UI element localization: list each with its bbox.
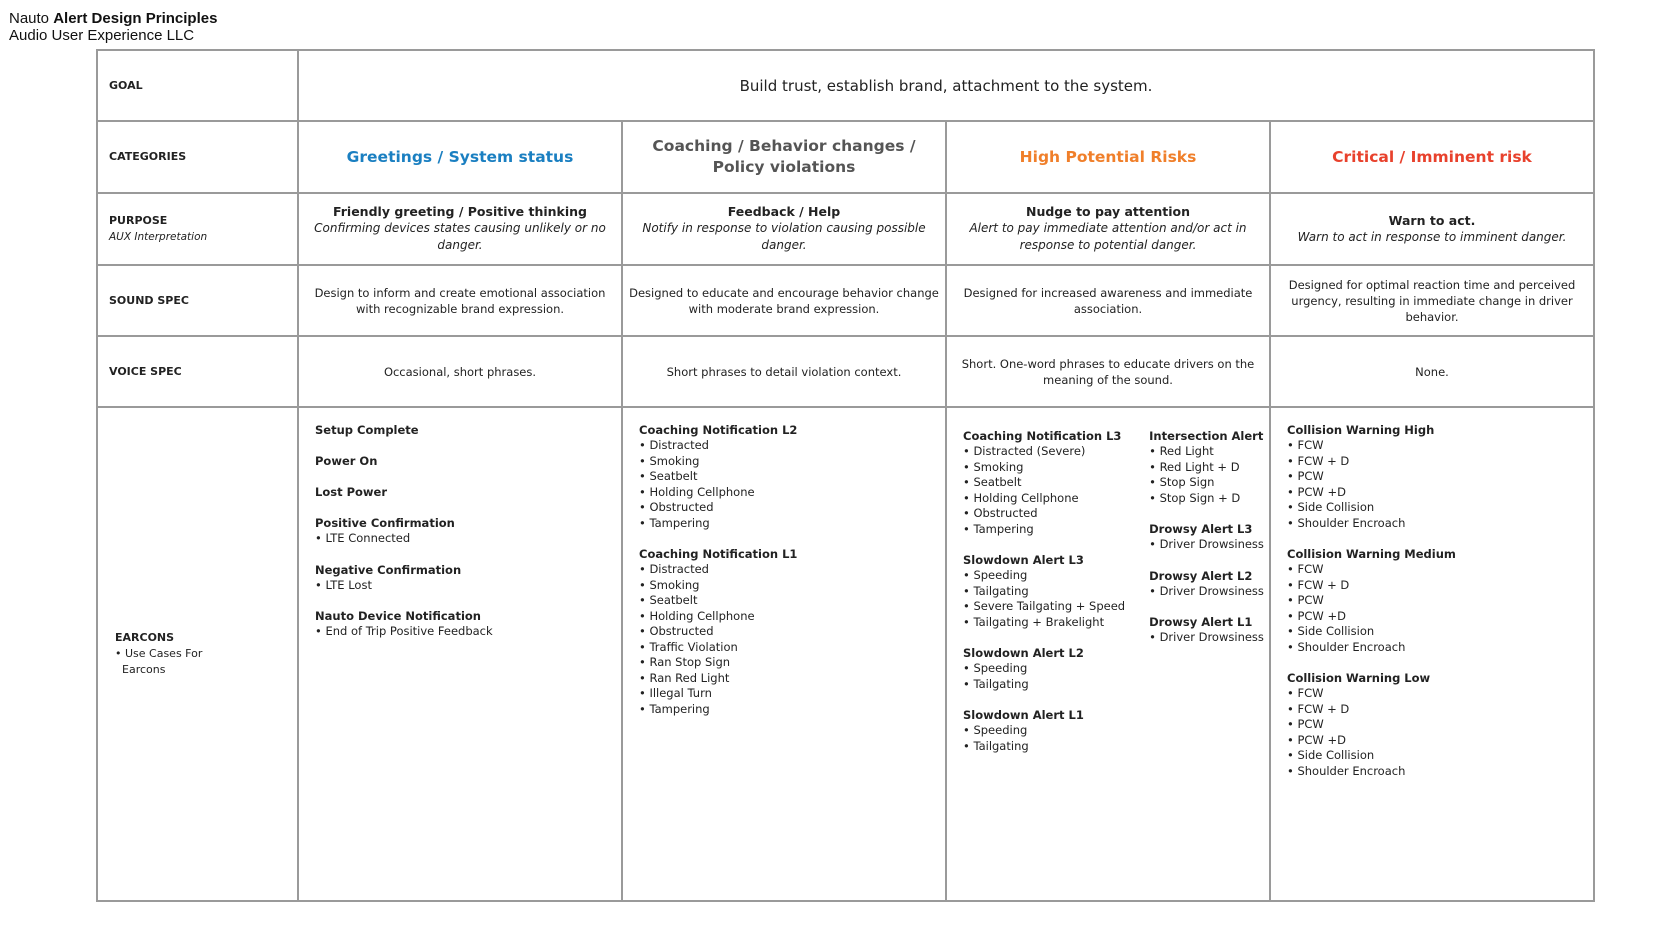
earcon-use-case <box>1149 537 1264 553</box>
bullet-icon: • <box>1287 577 1298 592</box>
bullet-icon: • <box>1287 469 1298 483</box>
earcon-group <box>1287 422 1577 531</box>
bullet-icon: • <box>1149 583 1160 598</box>
earcon-use-case-label: Holding Cellphone <box>649 608 755 623</box>
earcon-use-case-label: FCW <box>1297 438 1324 452</box>
earcon-use-case <box>639 671 929 687</box>
earcon-group-title: Nauto Device Notification <box>315 609 481 623</box>
earcon-use-case-label: Speeding <box>973 661 1028 675</box>
bullet-icon: • <box>639 515 650 530</box>
earcon-use-case-label: Holding Cellphone <box>649 484 755 499</box>
earcon-use-case-label: Driver Drowsiness <box>1159 583 1264 598</box>
earcon-use-case-label: Tampering <box>649 515 710 530</box>
bullet-icon: • <box>1149 475 1160 489</box>
earcon-use-case <box>963 444 1125 460</box>
earcon-use-case-label: Tampering <box>649 701 710 716</box>
sound-spec-cell: Designed for optimal reaction time and perceived urgency, resulting in immediate change in driver behavior. <box>1270 265 1594 336</box>
earcon-group-title: Collision Warning Low <box>1287 671 1431 685</box>
earcon-use-case-label: Stop Sign <box>1159 475 1215 489</box>
earcon-use-case-label: FCW <box>1297 562 1324 576</box>
earcon-subcolumn <box>315 422 605 640</box>
earcon-use-case <box>1149 444 1264 460</box>
earcon-use-case <box>1287 438 1577 454</box>
bullet-icon: • <box>639 484 650 499</box>
earcon-group <box>315 562 605 594</box>
earcon-use-case <box>1287 748 1577 764</box>
earcons-cell <box>298 407 622 901</box>
earcon-use-case <box>315 624 605 640</box>
row-label-sound-spec: SOUND SPEC <box>97 265 298 336</box>
earcon-use-case <box>963 599 1125 615</box>
earcon-use-case <box>1149 475 1264 491</box>
bullet-icon: • <box>639 608 650 623</box>
earcon-use-case-label: FCW + D <box>1297 577 1350 592</box>
category-coaching: Coaching / Behavior changes / Policy violations <box>622 121 946 193</box>
earcon-use-case-label: Smoking <box>649 577 700 592</box>
earcon-use-case <box>639 516 929 532</box>
earcon-group <box>639 422 929 531</box>
bullet-icon: • <box>639 577 650 592</box>
earcon-use-case <box>1287 454 1577 470</box>
earcon-use-case <box>639 655 929 671</box>
purpose-row <box>97 193 1594 265</box>
bullet-icon: • <box>639 624 650 638</box>
bullet-icon: • <box>963 490 974 505</box>
earcon-use-case <box>1287 562 1577 578</box>
bullet-icon: • <box>963 521 974 536</box>
earcon-use-case <box>1287 702 1577 718</box>
bullet-icon: • <box>1287 515 1298 530</box>
categories-row <box>97 121 1594 193</box>
earcon-use-case-label: Obstructed <box>649 624 714 638</box>
document-title: Nauto Alert Design Principles <box>9 10 218 27</box>
earcon-use-case <box>639 485 929 501</box>
earcon-group <box>963 707 1125 754</box>
earcon-group-title: Coaching Notification L3 <box>963 429 1122 443</box>
earcon-use-case-label: Red Light <box>1159 444 1214 458</box>
earcon-columns <box>639 422 929 717</box>
sound-spec-cell: Designed for increased awareness and immediate association. <box>946 265 1270 336</box>
sound-spec-row <box>97 265 1594 336</box>
earcon-use-case-label: Holding Cellphone <box>973 490 1079 505</box>
earcon-use-case-label: Tailgating <box>973 676 1029 691</box>
earcon-group-title: Setup Complete <box>315 423 419 437</box>
earcon-group <box>1149 568 1264 600</box>
bullet-icon: • <box>1287 484 1298 499</box>
earcon-use-case-label: Obstructed <box>973 506 1038 520</box>
voice-spec-row <box>97 336 1594 407</box>
bullet-icon: • <box>963 661 974 675</box>
earcon-group <box>315 484 605 500</box>
earcon-use-case <box>963 723 1125 739</box>
bullet-icon: • <box>1287 701 1298 716</box>
bullet-icon: • <box>315 624 326 638</box>
bullet-icon: • <box>1287 562 1298 576</box>
bullet-icon: • <box>1149 444 1160 458</box>
bullet-icon: • <box>1287 608 1298 623</box>
earcon-use-case <box>1287 500 1577 516</box>
earcons-cell <box>946 407 1270 901</box>
earcon-use-case-label: Seatbelt <box>649 593 698 607</box>
voice-spec-cell: Occasional, short phrases. <box>298 336 622 407</box>
earcon-group <box>639 546 929 717</box>
earcon-use-case-label: PCW +D <box>1297 608 1346 623</box>
row-label-goal: GOAL <box>97 50 298 121</box>
earcon-use-case-label: Obstructed <box>649 500 714 514</box>
earcon-use-case-label: PCW <box>1297 593 1324 607</box>
earcon-use-case <box>1287 686 1577 702</box>
earcon-use-case <box>639 578 929 594</box>
bullet-icon: • <box>963 506 974 520</box>
goal-text: Build trust, establish brand, attachment to the system. <box>298 50 1594 121</box>
earcon-group <box>315 422 605 438</box>
earcon-subcolumn <box>1149 428 1264 769</box>
purpose-cell: Feedback / Help Notify in response to violation causing possible danger. <box>622 193 946 265</box>
bullet-icon: • <box>963 738 974 753</box>
bullet-icon: • <box>1287 748 1298 762</box>
earcon-use-case-label: Smoking <box>649 453 700 468</box>
earcon-use-case-label: Seatbelt <box>973 475 1022 489</box>
earcon-use-case-label: Traffic Violation <box>649 639 738 654</box>
earcon-use-case-label: LTE Lost <box>325 577 372 592</box>
earcon-use-case-label: Driver Drowsiness <box>1159 537 1264 551</box>
earcon-use-case <box>963 584 1125 600</box>
bullet-icon: • <box>639 438 650 452</box>
bullet-icon: • <box>1287 453 1298 468</box>
earcon-use-case <box>639 640 929 656</box>
voice-spec-cell: Short phrases to detail violation context. <box>622 336 946 407</box>
earcon-columns <box>963 425 1264 769</box>
earcon-use-case-label: FCW + D <box>1297 701 1350 716</box>
earcons-cell <box>622 407 946 901</box>
bullet-icon: • <box>1287 438 1298 452</box>
bullet-icon: • <box>963 459 974 474</box>
earcon-group-title: Slowdown Alert L3 <box>963 553 1084 567</box>
earcon-use-case <box>639 454 929 470</box>
earcon-use-case-label: Distracted <box>649 562 709 576</box>
purpose-cell: Warn to act. Warn to act in response to imminent danger. <box>1270 193 1594 265</box>
row-label-voice-spec: VOICE SPEC <box>97 336 298 407</box>
earcon-use-case-label: Shoulder Encroach <box>1297 515 1406 530</box>
bullet-icon: • <box>963 676 974 691</box>
earcon-use-case <box>1287 717 1577 733</box>
earcon-use-case-label: Severe Tailgating + Speed <box>973 599 1126 613</box>
earcon-use-case <box>1287 593 1577 609</box>
earcon-use-case-label: Stop Sign + D <box>1159 490 1241 505</box>
earcon-use-case <box>1149 460 1264 476</box>
bullet-icon: • <box>1149 630 1160 644</box>
earcon-use-case <box>963 739 1125 755</box>
earcon-use-case-label: Side Collision <box>1297 500 1375 514</box>
bullet-icon: • <box>639 701 650 716</box>
earcon-use-case-label: Speeding <box>973 723 1028 737</box>
earcon-use-case-label: Side Collision <box>1297 748 1375 762</box>
earcon-use-case-label: Tailgating <box>973 583 1029 598</box>
category-greetings: Greetings / System status <box>298 121 622 193</box>
earcon-use-case <box>1287 578 1577 594</box>
earcon-group <box>963 645 1125 692</box>
bullet-icon: • <box>963 599 974 613</box>
bullet-icon: • <box>963 444 974 458</box>
earcon-group <box>315 453 605 469</box>
earcon-use-case <box>639 593 929 609</box>
earcon-use-case <box>1287 516 1577 532</box>
earcon-group <box>315 515 605 547</box>
earcon-use-case-label: Smoking <box>973 459 1024 474</box>
earcon-use-case-label: Illegal Turn <box>649 686 712 700</box>
bullet-icon: • <box>639 469 650 483</box>
bullet-icon: • <box>1149 459 1160 474</box>
earcon-use-case-label: Tampering <box>973 521 1034 536</box>
earcon-use-case-label: Ran Stop Sign <box>649 655 731 669</box>
category-critical: Critical / Imminent risk <box>1270 121 1594 193</box>
bullet-icon: • <box>1287 624 1298 638</box>
goal-row <box>97 50 1594 121</box>
earcon-use-case-label: PCW <box>1297 717 1324 731</box>
earcon-subcolumn <box>1287 422 1577 779</box>
earcon-use-case <box>315 578 605 594</box>
earcon-use-case <box>639 500 929 516</box>
earcon-use-case <box>1149 491 1264 507</box>
earcon-use-case <box>639 609 929 625</box>
earcon-use-case <box>639 469 929 485</box>
row-label-purpose: PURPOSE AUX Interpretation <box>97 193 298 265</box>
earcon-use-case-label: Shoulder Encroach <box>1297 639 1406 654</box>
bullet-icon: • <box>639 655 650 669</box>
earcon-group-title: Drowsy Alert L1 <box>1149 615 1253 629</box>
earcon-use-case-label: Distracted <box>649 438 709 452</box>
earcon-group-title: Intersection Alert <box>1149 429 1264 443</box>
earcon-use-case <box>1287 640 1577 656</box>
earcon-group-title: Drowsy Alert L2 <box>1149 568 1253 583</box>
earcon-use-case-label: Seatbelt <box>649 469 698 483</box>
earcon-use-case-label: End of Trip Positive Feedback <box>325 624 493 638</box>
bullet-icon: • <box>639 500 650 514</box>
bullet-icon: • <box>639 562 650 576</box>
row-label-categories: CATEGORIES <box>97 121 298 193</box>
earcon-use-case-label: Ran Red Light <box>649 670 730 685</box>
earcon-use-case-label: Tailgating <box>973 738 1029 753</box>
earcon-group <box>315 608 605 640</box>
earcon-group-title: Collision Warning High <box>1287 423 1435 437</box>
document-header <box>9 10 217 44</box>
earcon-group-title: Drowsy Alert L3 <box>1149 522 1253 536</box>
bullet-icon: • <box>1287 593 1298 607</box>
earcon-use-case <box>963 475 1125 491</box>
bullet-icon: • <box>963 568 974 582</box>
bullet-icon: • <box>639 686 650 700</box>
bullet-icon: • <box>639 639 650 654</box>
earcon-use-case <box>1287 609 1577 625</box>
bullet-icon: • <box>963 723 974 737</box>
sound-spec-cell: Designed to educate and encourage behavior change with moderate brand expression. <box>622 265 946 336</box>
bullet-icon: • <box>1287 717 1298 731</box>
bullet-icon: • <box>315 577 326 592</box>
earcon-use-case <box>1287 764 1577 780</box>
bullet-icon: • <box>1149 537 1160 551</box>
earcon-group-title: Power On <box>315 454 378 468</box>
earcon-group-title: Collision Warning Medium <box>1287 547 1456 561</box>
bullet-icon: • <box>963 583 974 598</box>
earcons-cell <box>1270 407 1594 901</box>
bullet-icon: • <box>315 531 326 545</box>
bullet-icon: • <box>639 593 650 607</box>
bullet-icon: • <box>1287 500 1298 514</box>
bullet-icon: • <box>1287 639 1298 654</box>
earcon-use-case-label: PCW +D <box>1297 484 1346 499</box>
purpose-cell: Friendly greeting / Positive thinking Confirming devices states causing unlikely or no danger. <box>298 193 622 265</box>
earcon-group <box>1149 614 1264 646</box>
earcon-subcolumn <box>639 422 929 717</box>
earcon-use-case <box>963 506 1125 522</box>
earcon-group <box>963 428 1125 537</box>
earcon-use-case-label: PCW <box>1297 469 1324 483</box>
earcon-columns <box>315 422 605 640</box>
earcon-use-case-label: Side Collision <box>1297 624 1375 638</box>
earcon-use-case <box>963 568 1125 584</box>
earcon-use-case-label: LTE Connected <box>325 531 411 545</box>
earcon-use-case-label: Speeding <box>973 568 1028 582</box>
document-subtitle: Audio User Experience LLC <box>9 27 195 44</box>
bullet-icon: • <box>1287 686 1298 700</box>
earcon-use-case <box>963 677 1125 693</box>
voice-spec-cell: None. <box>1270 336 1594 407</box>
bullet-icon: • <box>963 614 974 629</box>
bullet-icon: • <box>639 453 650 468</box>
earcon-use-case <box>639 438 929 454</box>
earcon-use-case-label: PCW +D <box>1297 732 1346 747</box>
earcon-use-case <box>1287 733 1577 749</box>
earcon-columns <box>1287 422 1577 779</box>
bullet-icon: • <box>1287 763 1298 778</box>
principles-table <box>96 49 1595 902</box>
bullet-icon: • <box>963 475 974 489</box>
earcon-use-case <box>963 661 1125 677</box>
earcon-group <box>1287 670 1577 779</box>
row-label-earcons: EARCONS • Use Cases For Earcons <box>97 407 298 901</box>
earcon-use-case <box>963 460 1125 476</box>
earcon-use-case-label: Shoulder Encroach <box>1297 763 1406 778</box>
earcon-use-case-label: FCW <box>1297 686 1324 700</box>
earcon-group <box>1149 428 1264 506</box>
earcon-use-case <box>1287 624 1577 640</box>
earcon-use-case <box>639 702 929 718</box>
earcon-use-case <box>315 531 605 547</box>
bullet-icon: • <box>1149 490 1160 505</box>
earcon-use-case <box>1287 485 1577 501</box>
earcon-group-title: Positive Confirmation <box>315 516 455 530</box>
earcons-row <box>97 407 1594 901</box>
category-high-risk: High Potential Risks <box>946 121 1270 193</box>
earcon-group-title: Coaching Notification L1 <box>639 547 798 561</box>
earcon-group-title: Lost Power <box>315 485 387 499</box>
earcon-use-case-label: Distracted (Severe) <box>973 444 1086 458</box>
earcon-use-case-label: Red Light + D <box>1159 459 1240 474</box>
bullet-icon: • <box>1287 732 1298 747</box>
earcon-use-case-label: Driver Drowsiness <box>1159 630 1264 644</box>
bullet-icon: • <box>639 670 650 685</box>
earcon-use-case <box>639 686 929 702</box>
earcon-group-title: Negative Confirmation <box>315 562 462 577</box>
voice-spec-cell: Short. One-word phrases to educate drivers on the meaning of the sound. <box>946 336 1270 407</box>
earcon-group <box>963 552 1125 630</box>
earcon-subcolumn <box>963 428 1125 769</box>
purpose-cell: Nudge to pay attention Alert to pay immediate attention and/or act in response to potential danger. <box>946 193 1270 265</box>
earcon-group <box>1149 521 1264 553</box>
earcon-use-case <box>963 615 1125 631</box>
earcon-group-title: Slowdown Alert L2 <box>963 646 1084 660</box>
earcon-group <box>1287 546 1577 655</box>
earcon-use-case <box>1149 584 1264 600</box>
earcon-use-case <box>1287 469 1577 485</box>
earcon-use-case <box>639 562 929 578</box>
earcon-use-case-label: FCW + D <box>1297 453 1350 468</box>
earcon-use-case <box>1149 630 1264 646</box>
earcon-group-title: Coaching Notification L2 <box>639 423 798 437</box>
earcon-group-title: Slowdown Alert L1 <box>963 708 1084 722</box>
earcon-use-case <box>963 522 1125 538</box>
earcon-use-case-label: Tailgating + Brakelight <box>973 614 1105 629</box>
earcon-use-case <box>639 624 929 640</box>
earcon-use-case <box>963 491 1125 507</box>
sound-spec-cell: Design to inform and create emotional association with recognizable brand expression. <box>298 265 622 336</box>
